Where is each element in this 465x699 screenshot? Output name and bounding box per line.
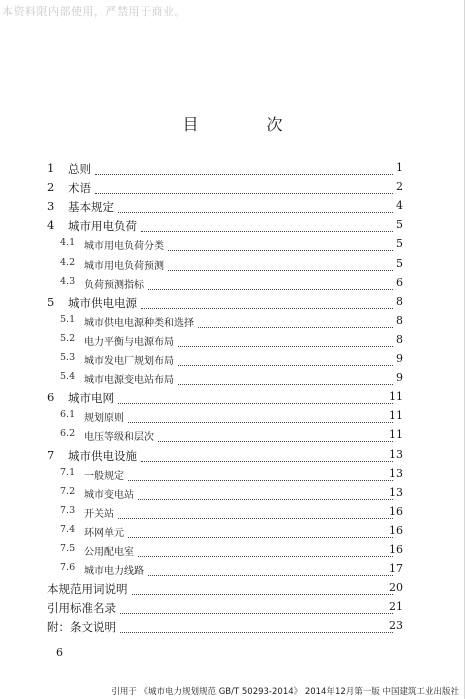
toc-entry-label: 负荷预测指标 [84,276,146,291]
toc-entry[interactable] [0,257,465,275]
toc-entry-page: 5 [396,256,403,270]
page-title: 目 次 [182,115,309,134]
toc-leader-dots [141,461,393,462]
toc-entry[interactable] [0,295,465,313]
toc-entry-number: 5.4 [60,371,76,383]
toc-entry-number: 7 [47,447,55,462]
toc-entry-page: 2 [396,180,403,194]
toc-entry-number: 7.4 [60,523,76,535]
toc-entry-number: 5.2 [60,332,76,344]
toc-entry-label: 引用标准名录 [47,601,116,616]
toc-entry-label: 一般规定 [84,467,126,482]
toc-entry[interactable] [0,314,465,332]
toc-entry-label: 电压等级和层次 [84,428,156,443]
toc-entry[interactable] [0,409,465,427]
toc-entry-page: 8 [396,313,403,327]
toc-entry-number: 1 [47,161,55,175]
toc-entry-label: 开关站 [84,505,116,520]
toc-leader-dots [141,231,393,232]
toc-entry-label: 总则 [68,162,91,176]
toc-leader-dots [168,250,393,251]
toc-leader-dots [178,384,393,385]
toc-entry-page: 6 [396,275,403,289]
toc-leader-dots [178,365,393,366]
toc-entry[interactable] [0,390,465,408]
toc-leader-dots [132,594,393,595]
toc-entry-number: 7.5 [60,543,76,554]
toc-leader-dots [120,632,393,633]
toc-entry-page: 8 [396,294,403,308]
toc-leader-dots [198,327,393,328]
citation-footer: 引用于 《城市电力规划规范 GB/T 50293-2014》 2014年12月第一版 中国建筑工业出版社 [111,687,459,697]
toc-entry[interactable] [0,218,465,236]
toc-entry-label: 城市用电负荷分类 [84,237,166,252]
toc-entry-number: 4.1 [60,237,76,249]
toc-entry-label: 规划原则 [84,409,126,424]
toc-entry-page: 1 [396,161,403,174]
toc-leader-dots [118,212,393,213]
toc-entry-page: 13 [389,466,403,480]
toc-entry[interactable] [0,448,465,466]
toc-entry[interactable] [0,486,465,504]
toc-entry[interactable] [0,562,465,580]
toc-entry-number: 7.3 [60,504,76,516]
toc-entry[interactable] [0,180,465,198]
toc-leader-dots [128,422,393,423]
toc-entry-page: 21 [389,600,403,614]
toc-entry-page: 13 [389,485,403,499]
toc-entry[interactable] [0,428,465,446]
toc-entry-page: 4 [396,199,403,213]
toc-entry-label: 城市供电设施 [68,448,137,463]
toc-entry-number: 3 [47,199,55,214]
toc-entry-page: 16 [389,543,403,556]
toc-entry[interactable] [0,467,465,485]
toc-entry-page: 17 [389,562,403,576]
toc-entry-page: 5 [396,237,403,251]
toc-leader-dots [148,575,393,576]
toc-entry-number: 4.2 [60,256,76,268]
toc-entry-page: 9 [396,371,403,385]
toc-entry[interactable] [0,600,465,618]
toc-leader-dots [128,480,393,481]
watermark-text: 本资料限内部使用，严禁用于商业。 [2,5,186,18]
toc-entry-label: 城市用电负荷 [68,219,137,234]
toc-leader-dots [128,537,393,538]
toc-entry-label: 基本规定 [68,200,114,215]
toc-entry[interactable] [0,581,465,599]
toc-leader-dots [138,499,393,500]
toc-leader-dots [138,556,393,557]
toc-entry-number: 5.3 [60,352,76,363]
toc-entry-label: 城市供电电源 [68,295,137,310]
toc-entry[interactable] [0,619,465,637]
toc-leader-dots [148,289,393,290]
toc-entry-page: 11 [389,428,403,442]
toc-entry[interactable] [0,505,465,523]
toc-entry-page: 11 [389,390,403,404]
toc-leader-dots [118,403,393,404]
toc-leader-dots [168,270,393,271]
toc-leader-dots [141,308,393,309]
toc-entry[interactable] [0,543,465,561]
toc-entry-page: 13 [389,447,403,461]
toc-entry[interactable] [0,371,465,389]
toc-entry[interactable] [0,276,465,294]
toc-entry-page: 11 [389,409,403,423]
toc-entry-label: 城市电力线路 [84,562,146,577]
toc-entry-page: 5 [396,218,403,232]
toc-entry-label: 城市变电站 [84,486,136,501]
toc-leader-dots [158,441,393,442]
toc-leader-dots [95,193,393,194]
toc-entry[interactable] [0,333,465,351]
toc-entry[interactable] [0,161,465,179]
toc-leader-dots [178,346,393,347]
toc-entry-page: 16 [389,523,403,537]
toc-entry-label: 城市供电电源种类和选择 [84,314,196,329]
toc-entry-number: 7.6 [60,562,76,574]
toc-entry-number: 6.2 [60,428,76,440]
toc-entry[interactable] [0,237,465,255]
toc-entry-number: 4 [47,218,55,233]
toc-leader-dots [120,613,393,614]
toc-entry-page: 8 [396,332,403,346]
toc-entry-label: 环网单元 [84,524,126,539]
toc-entry-page: 20 [389,581,403,595]
toc-entry-label: 本规范用词说明 [47,582,128,597]
toc-entry-number: 6 [47,390,55,405]
toc-entry-label: 电力平衡与电源布局 [84,333,176,348]
toc-entry-number: 5.1 [60,313,76,325]
toc-entry-page: 9 [396,352,403,365]
toc-entry-number: 5 [47,294,55,309]
page-number: 6 [56,646,63,659]
toc-entry-label: 术语 [68,181,91,196]
toc-entry-number: 7.1 [60,466,76,478]
toc-entry-label: 城市发电厂规划布局 [84,352,176,367]
toc-entry-number: 2 [47,180,55,195]
toc-entry-page: 23 [389,619,403,633]
toc-entry[interactable] [0,524,465,542]
toc-entry-page: 16 [389,504,403,518]
toc-entry[interactable] [0,199,465,217]
toc-entry-label: 附：条文说明 [47,620,116,635]
toc-entry-label: 城市用电负荷预测 [84,257,166,272]
toc-entry-number: 6.1 [60,409,76,421]
toc-entry-label: 城市电源变电站布局 [84,371,176,386]
toc-entry-label: 城市电网 [68,391,114,406]
toc-leader-dots [95,174,393,175]
toc-entry-label: 公用配电室 [84,543,136,558]
toc-entry-number: 7.2 [60,485,76,497]
toc-leader-dots [118,518,393,519]
toc-entry[interactable] [0,352,465,370]
toc-entry-number: 4.3 [60,275,76,287]
